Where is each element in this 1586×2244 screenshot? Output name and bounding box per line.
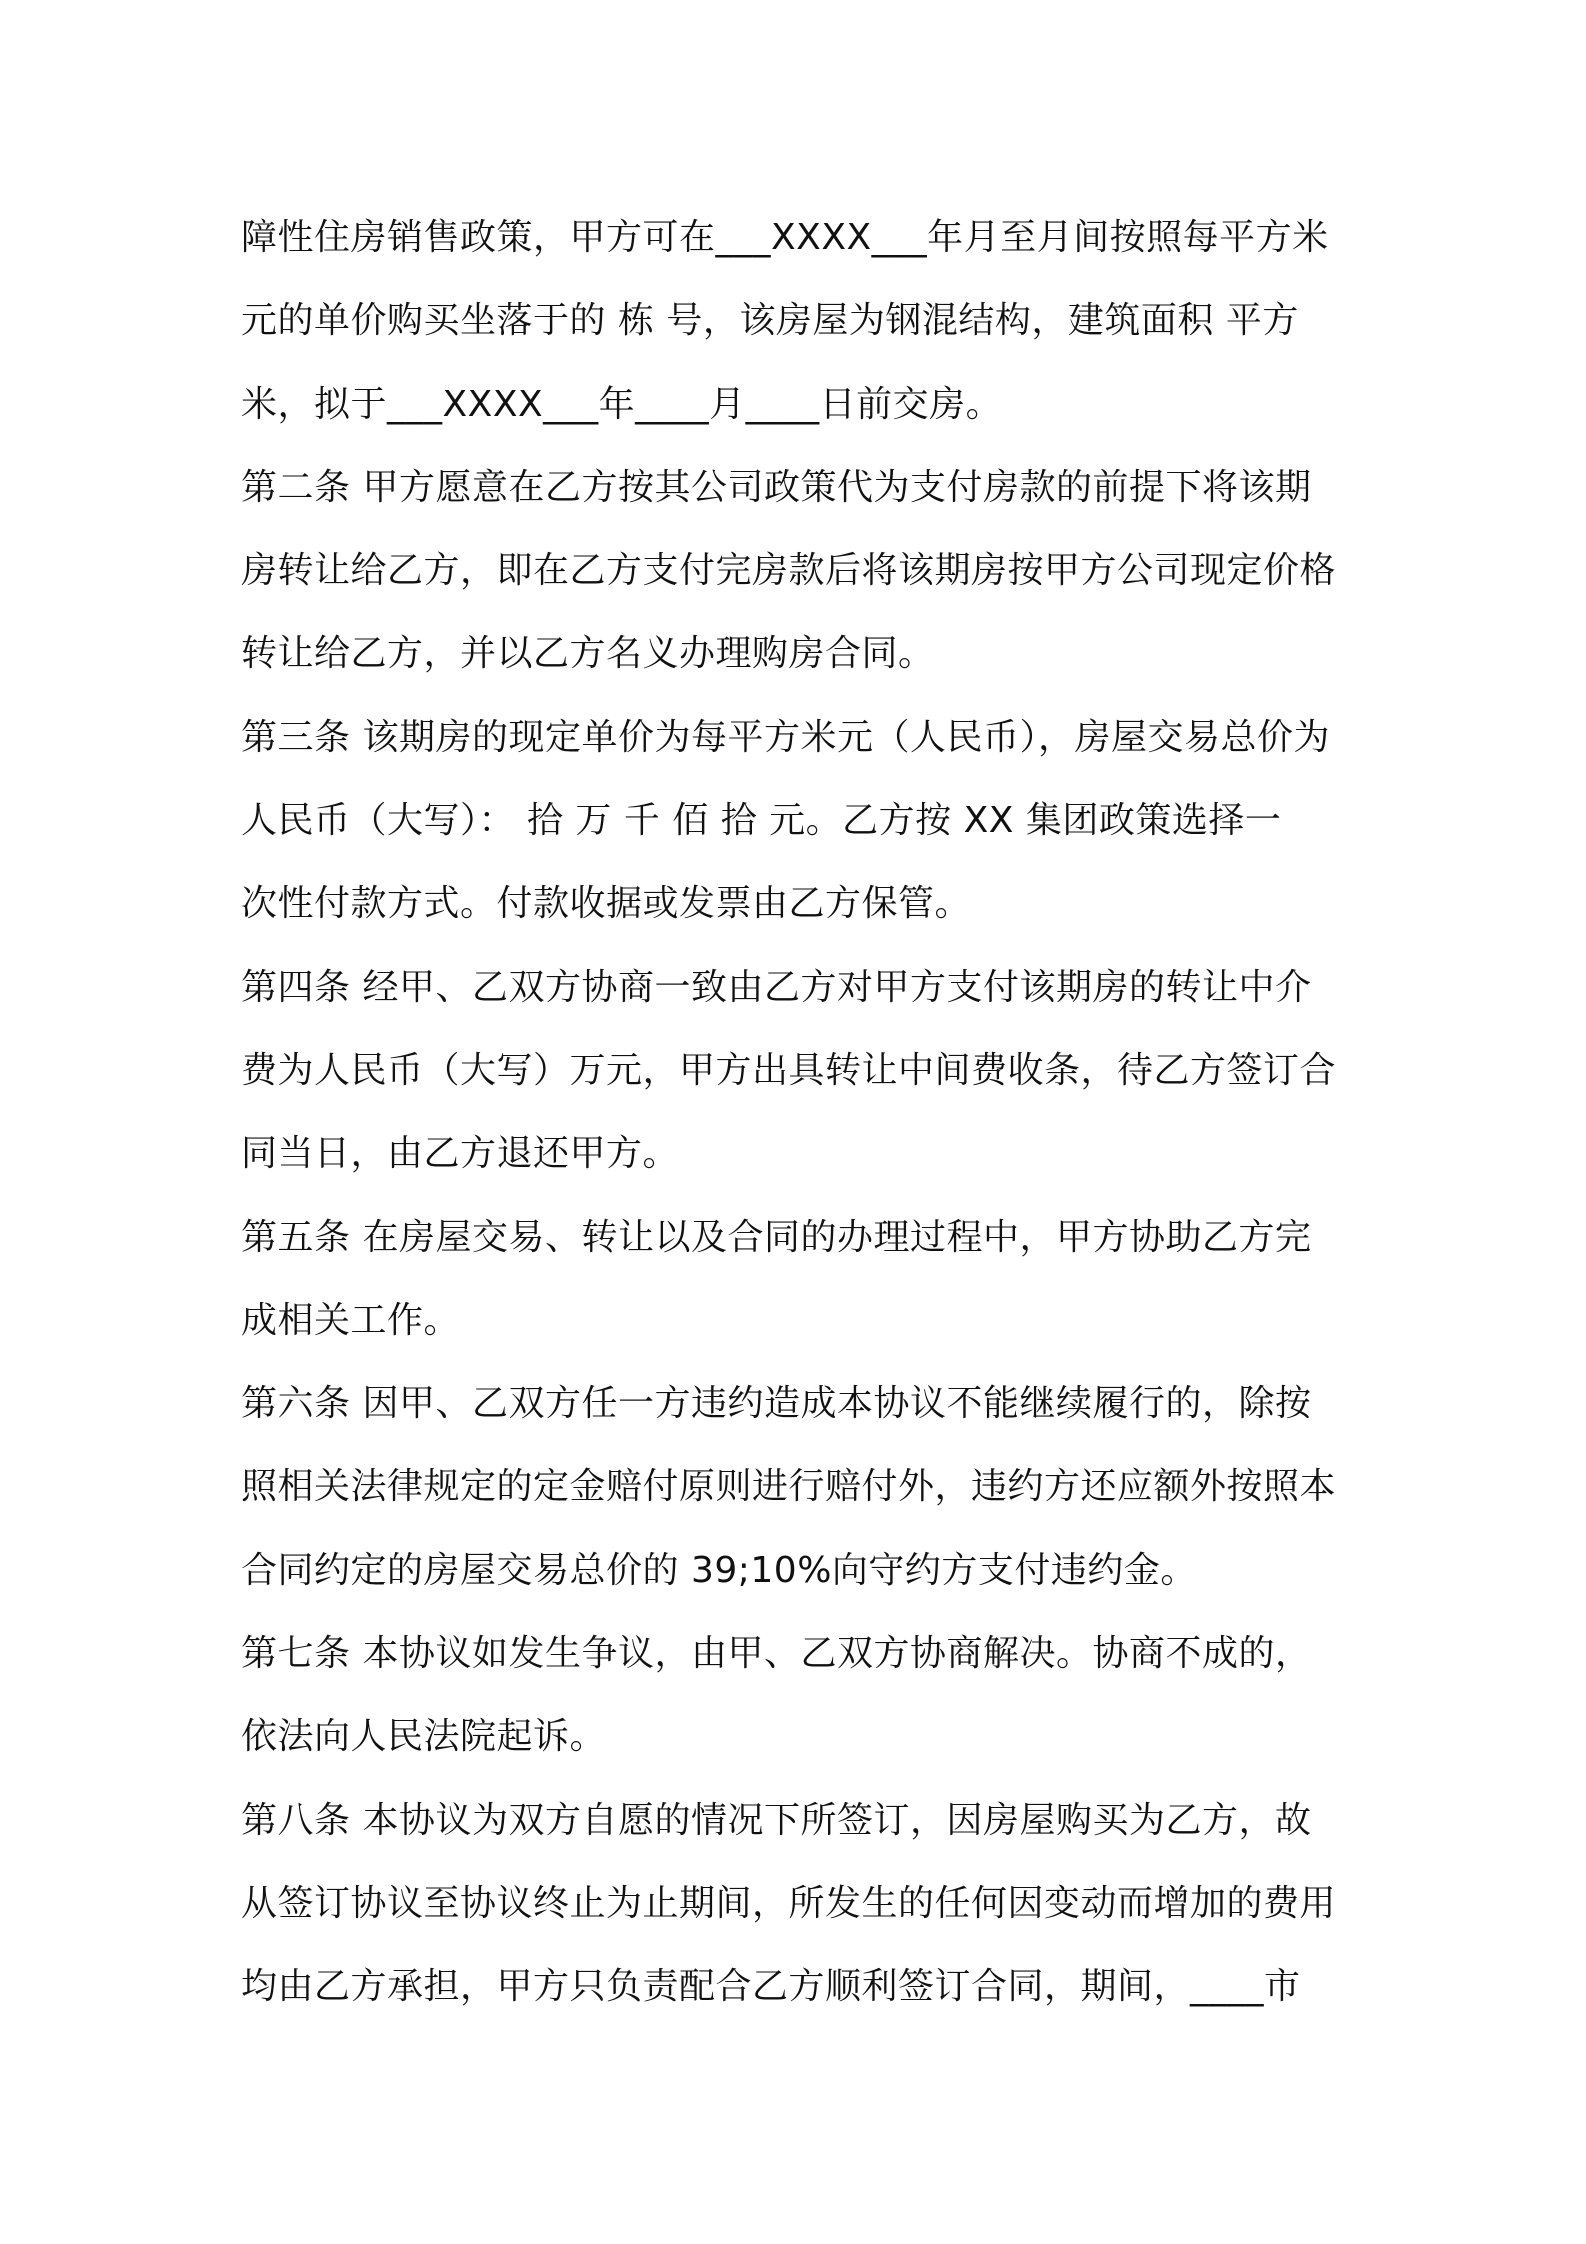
text-line: 照相关法律规定的定金赔付原则进行赔付外，违约方还应额外按照本 xyxy=(241,1466,1337,1508)
text-line: 均由乙方承担，甲方只负责配合乙方顺利签订合同，期间，____市 xyxy=(241,1966,1301,2008)
text-line: 费为人民币（大写）万元，甲方出具转让中间费收条，待乙方签订合 xyxy=(241,1049,1337,1091)
text-line: 转让给乙方，并以乙方名义办理购房合同。 xyxy=(241,633,935,675)
text-line: 房转让给乙方，即在乙方支付完房款后将该期房按甲方公司现定价格 xyxy=(241,550,1337,592)
article-8-line: 第八条 本协议为双方自愿的情况下所签订，因房屋购买为乙方，故 xyxy=(241,1799,1312,1841)
article-6-line: 第六条 因甲、乙双方任一方违约造成本协议不能继续履行的，除按 xyxy=(241,1383,1312,1425)
document-body xyxy=(241,196,1353,2029)
article-5-line: 第五条 在房屋交易、转让以及合同的办理过程中，甲方协助乙方完 xyxy=(241,1216,1312,1258)
article-2-line: 第二条 甲方愿意在乙方按其公司政策代为支付房款的前提下将该期 xyxy=(241,466,1312,508)
article-4-line: 第四条 经甲、乙双方协商一致由乙方对甲方支付该期房的转让中介 xyxy=(241,966,1312,1008)
text-line: 障性住房销售政策，甲方可在___XXXX___年月至月间按照每平方米 xyxy=(241,217,1329,258)
text-line: 元的单价购买坐落于的 栋 号，该房屋为钢混结构，建筑面积 平方 xyxy=(241,300,1299,342)
text-line: 次性付款方式。付款收据或发票由乙方保管。 xyxy=(241,883,972,925)
text-line: 依法向人民法院起诉。 xyxy=(241,1716,607,1758)
text-line: 同当日，由乙方退还甲方。 xyxy=(241,1133,680,1175)
text-line: 人民币（大写）： 拾 万 千 佰 拾 元。乙方按 XX 集团政策选择一 xyxy=(241,800,1282,842)
text-line: 成相关工作。 xyxy=(241,1299,461,1341)
article-3-line: 第三条 该期房的现定单价为每平方米元（人民币），房屋交易总价为 xyxy=(241,716,1330,758)
text-line: 米，拟于___XXXX___年____月____日前交房。 xyxy=(241,383,1003,425)
text-line: 从签订协议至协议终止为止期间，所发生的任何因变动而增加的费用 xyxy=(241,1882,1337,1924)
text-line: 合同约定的房屋交易总价的 39;10%向守约方支付违约金。 xyxy=(241,1549,1197,1591)
article-7-line: 第七条 本协议如发生争议，由甲、乙双方协商解决。协商不成的， xyxy=(241,1633,1312,1675)
